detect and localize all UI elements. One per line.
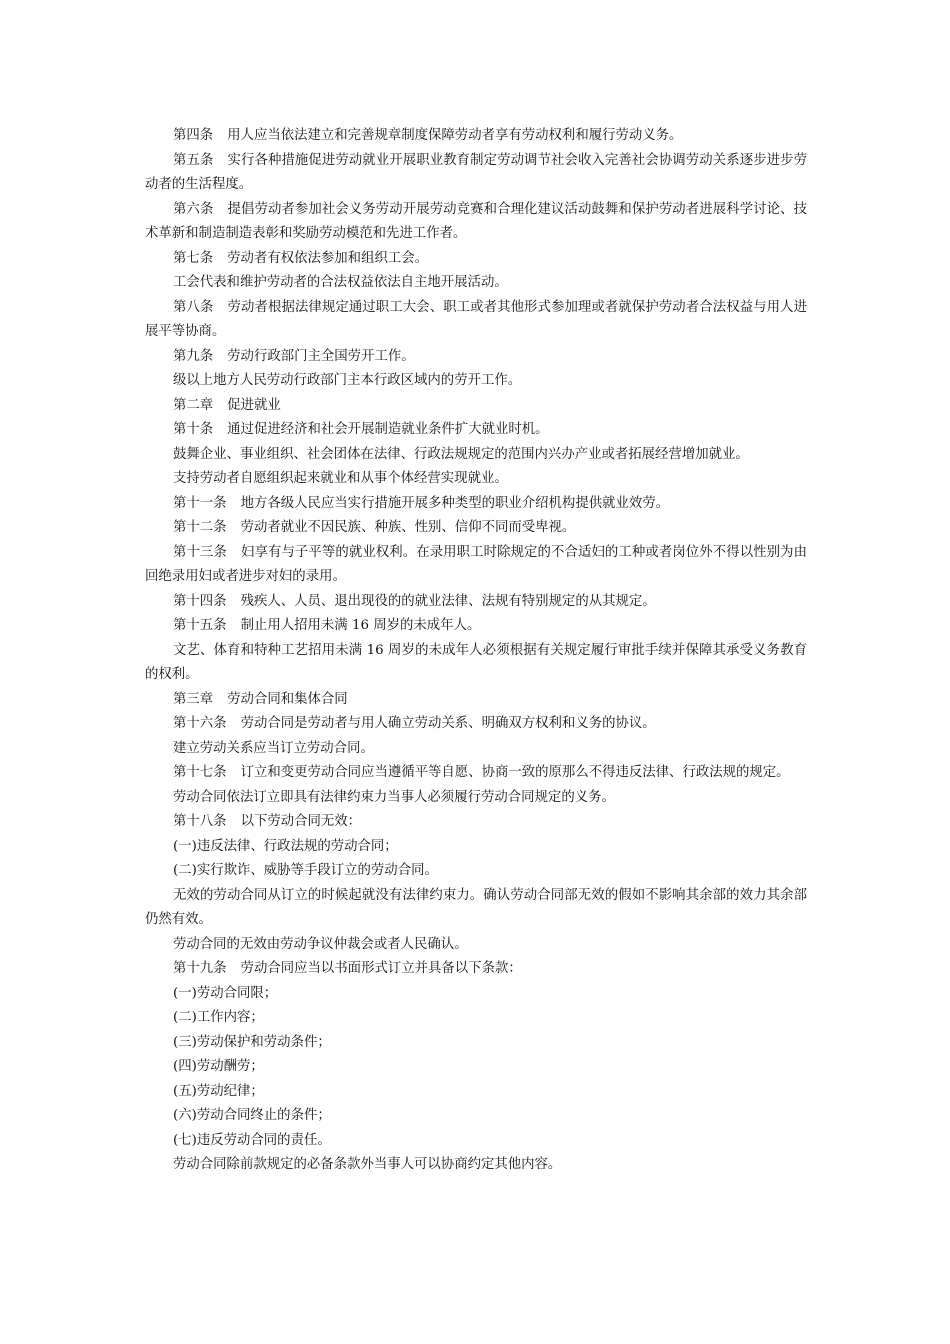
article-text: 实行各种措施促进劳动就业开展职业教育制定劳动调节社会收入完善社会协调劳动关系逐步进步劳动者的生活程度。 [145,152,807,192]
article-heading: 第七条 [173,250,214,266]
article-text: 用人应当依法建立和完善规章制度保障劳动者享有劳动权利和履行劳动义务。 [227,128,683,143]
list-item [145,835,807,860]
list-item [145,1104,807,1129]
article-heading: 第十六条 [173,716,227,731]
paragraph [145,124,807,149]
article-text: 通过促进经济和社会开展制造就业条件扩大就业时机。 [227,422,549,437]
paragraph-text: 文艺、体育和特种工艺招用未满 16 周岁的未成年人必须根据有关规定履行审批手续并保障其承受义务教育的权利。 [145,642,807,682]
article-heading: 第十条 [173,422,214,437]
paragraph [145,1153,807,1178]
paragraph [145,149,807,198]
article-text: 劳动合同是劳动者与用人确立劳动关系、明确双方权利和义务的协议。 [240,716,656,731]
article-heading: 第十五条 [173,618,227,633]
article-heading: 第十八条 [173,814,227,829]
paragraph [145,590,807,615]
article-text: 劳动者就业不因民族、种族、性别、信仰不同而受卑视。 [240,520,576,535]
article-text: 以下劳动合同无效： [240,814,362,829]
list-item-text: (二)实行欺诈、威胁等手段订立的劳动合同。 [173,863,438,878]
paragraph [145,957,807,982]
chapter-title: 促进就业 [227,397,281,413]
paragraph-text: 工会代表和维护劳动者的合法权益依法自主地开展活动。 [173,275,508,290]
paragraph [145,810,807,835]
paragraph [145,639,807,688]
list-item [145,982,807,1007]
paragraph [145,247,807,272]
paragraph [145,541,807,590]
list-item-text: (六)劳动合同终止的条件； [173,1108,331,1123]
paragraph [145,933,807,958]
document-body [145,124,807,1178]
list-item [145,1006,807,1031]
paragraph [145,467,807,492]
paragraph-text: 劳动合同除前款规定的必备条款外当事人可以协商约定其他内容。 [173,1157,562,1172]
list-item [145,1031,807,1056]
list-item-text: (五)劳动纪律； [173,1083,264,1099]
article-heading: 第八条 [173,299,214,315]
list-item [145,1055,807,1080]
chapter-heading [145,688,807,713]
list-item-text: (一)劳动合同限； [173,985,278,1001]
paragraph [145,271,807,296]
paragraph [145,418,807,443]
list-item-text: (四)劳动酬劳； [173,1059,264,1074]
paragraph [145,712,807,737]
paragraph-text: 鼓舞企业、事业组织、社会团体在法律、行政法规规定的范围内兴办产业或者拓展经营增加就业。 [173,446,749,462]
list-item-text: (三)劳动保护和劳动条件； [173,1034,331,1050]
article-heading: 第十七条 [173,765,227,780]
article-text: 劳动行政部门主全国劳开工作。 [227,348,415,364]
list-item-text: (一)违反法律、行政法规的劳动合同； [173,838,398,854]
paragraph [145,443,807,468]
paragraph-text: 劳动合同的无效由劳动争议仲裁会或者人民确认。 [173,936,468,952]
article-heading: 第四条 [173,128,214,143]
paragraph [145,884,807,933]
article-text: 劳动者有权依法参加和组织工会。 [227,250,429,266]
paragraph [145,492,807,517]
article-text: 劳动合同应当以书面形式订立并具备以下条款： [240,961,522,976]
article-heading: 第十二条 [173,520,227,535]
article-heading: 第十九条 [173,961,227,976]
paragraph [145,198,807,247]
paragraph [145,786,807,811]
paragraph [145,614,807,639]
list-item-text: (二)工作内容； [173,1010,264,1025]
article-heading: 第十四条 [173,593,227,609]
article-text: 订立和变更劳动合同应当遵循平等自愿、协商一致的原那么不得违反法律、行政法规的规定。 [240,765,790,780]
list-item [145,1080,807,1105]
article-heading: 第九条 [173,348,214,364]
paragraph [145,296,807,345]
paragraph [145,369,807,394]
chapter-number: 第二章 [173,397,214,413]
paragraph [145,516,807,541]
article-heading: 第五条 [173,152,214,168]
article-text: 制止用人招用未满 16 周岁的未成年人。 [240,618,481,633]
paragraph-text: 支持劳动者自愿组织起来就业和从事个体经营实现就业。 [173,471,508,486]
article-text: 劳动者根据法律规定通过职工大会、职工或者其他形式参加理或者就保护劳动者合法权益与用人进展平等协商。 [145,299,807,339]
paragraph-text: 无效的劳动合同从订立的时候起就没有法律约束力。确认劳动合同部无效的假如不影响其余部的效力其余部仍然有效。 [145,887,807,927]
paragraph [145,345,807,370]
article-heading: 第十一条 [173,495,227,511]
article-text: 地方各级人民应当实行措施开展多种类型的职业介绍机构提供就业效劳。 [240,495,670,511]
article-text: 妇享有与子平等的就业权利。在录用职工时除规定的不合适妇的工种或者岗位外不得以性别为由回绝录用妇或者进步对妇的录用。 [145,544,808,584]
chapter-number: 第三章 [173,691,214,707]
article-heading: 第六条 [173,201,214,217]
article-text: 提倡劳动者参加社会义务劳动开展劳动竞赛和合理化建议活动鼓舞和保护劳动者进展科学讨论、技术革新和制造制造表彰和奖励劳动模范和先进工作者。 [145,201,807,241]
chapter-title: 劳动合同和集体合同 [227,691,348,707]
article-heading: 第十三条 [173,544,227,560]
chapter-heading [145,394,807,419]
paragraph-text: 劳动合同依法订立即具有法律约束力当事人必须履行劳动合同规定的义务。 [173,789,615,805]
article-text: 残疾人、人员、退出现役的的就业法律、法规有特别规定的从其规定。 [240,593,656,609]
list-item [145,859,807,884]
paragraph [145,737,807,762]
list-item [145,1129,807,1154]
paragraph-text: 级以上地方人民劳动行政部门主本行政区域内的劳开工作。 [173,373,522,388]
list-item-text: (七)违反劳动合同的责任。 [173,1132,331,1148]
paragraph [145,761,807,786]
paragraph-text: 建立劳动关系应当订立劳动合同。 [173,740,374,756]
